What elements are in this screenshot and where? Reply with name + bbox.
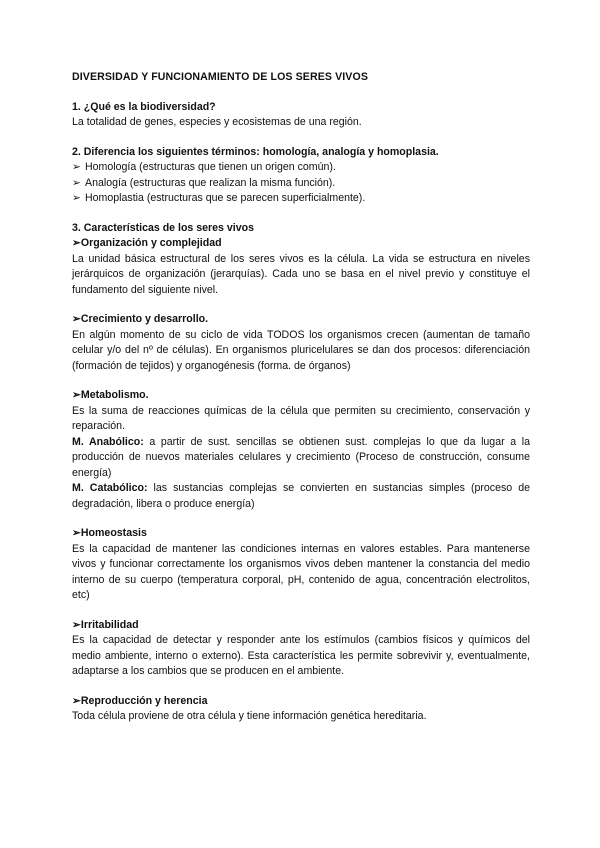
arrow-bullet-icon: ➢ <box>72 161 81 173</box>
catabolico-paragraph: M. Catabólico: las sustancias complejas se convierten en sustancias simples (proceso de degradación, libera o produce energía) <box>72 482 530 510</box>
reproduccion-text: Toda célula proviene de otra célula y tiene información genética hereditaria. <box>72 710 427 722</box>
crecimiento-heading: ➢Crecimiento y desarrollo. <box>72 313 209 325</box>
arrow-bullet-icon: ➢ <box>72 389 81 401</box>
anabolico-paragraph: M. Anabólico: a partir de sust. sencillas se obtienen sust. complejas lo que da lugar a la producción de nuevos materiales celulares y crecimiento (Proceso de construcción, consume energía) <box>72 435 530 479</box>
document-content <box>72 70 530 725</box>
document-title: DIVERSIDAD Y FUNCIONAMIENTO DE LOS SERES VIVOS <box>72 71 368 83</box>
arrow-bullet-icon: ➢ <box>72 237 81 249</box>
homeostasis-heading: ➢Homeostasis <box>72 527 147 539</box>
list-item: ➢ Homoplastia (estructuras que se parecen superficialmente). <box>72 191 530 207</box>
arrow-bullet-icon: ➢ <box>72 313 81 325</box>
arrow-bullet-icon: ➢ <box>72 694 81 707</box>
arrow-bullet-icon: ➢ <box>72 176 81 189</box>
section-3-heading: 3. Características de los seres vivos <box>72 221 254 234</box>
crecimiento-text: En algún momento de su ciclo de vida TODOS los organismos crecen (aumentan de tamaño celular y/o del nº de células). En organismos pluricelulares se dan dos procesos: diferenciación (formación de tejidos) y organogénesis (forma. de órganos) <box>72 328 530 372</box>
metabolismo-text: Es la suma de reacciones químicas de la célula que permiten su crecimiento, conservación y reparación. <box>72 404 530 432</box>
section-1-text: La totalidad de genes, especies y ecosistemas de una región. <box>72 116 362 128</box>
anabolico-label: M. Anabólico: <box>72 435 144 448</box>
arrow-bullet-icon: ➢ <box>72 192 81 204</box>
arrow-bullet-icon: ➢ <box>72 527 81 539</box>
list-item: ➢ Homología (estructuras que tienen un origen común). <box>72 160 530 176</box>
arrow-bullet-icon: ➢ <box>72 618 81 631</box>
reproduccion-heading: ➢Reproducción y herencia <box>72 694 208 707</box>
section-1-heading: 1. ¿Qué es la biodiversidad? <box>72 100 216 113</box>
homeostasis-text: Es la capacidad de mantener las condiciones internas en valores estables. Para mantenerse vivos y funcionar correctamente los organismos vivos deben mantener la constancia del medio interno de su cuerpo (temperatura corporal, pH, contenido de agua, concentración electrolitos, etc) <box>72 542 530 601</box>
irritabilidad-heading: ➢Irritabilidad <box>72 618 139 631</box>
list-item: ➢ Analogía (estructuras que realizan la misma función). <box>72 176 530 192</box>
irritabilidad-text: Es la capacidad de detectar y responder ante los estímulos (cambios físicos y químicos del medio ambiente, interno o externo). Esta característica les permite sobrevivir y, eventualmente, adaptarse a los cambios que se producen en el ambiente. <box>72 634 530 677</box>
organizacion-heading: ➢Organización y complejidad <box>72 237 222 249</box>
organizacion-text: La unidad básica estructural de los seres vivos es la célula. La vida se estructura en niveles jerárquicos de organización (jerarquías). Cada uno se basa en el nivel previo y constituye el fundamento del siguiente nivel. <box>72 252 530 296</box>
metabolismo-heading: ➢Metabolismo. <box>72 389 149 401</box>
section-2-heading: 2. Diferencia los siguientes términos: homología, analogía y homoplasia. <box>72 145 439 158</box>
catabolico-label: M. Catabólico: <box>72 482 148 494</box>
